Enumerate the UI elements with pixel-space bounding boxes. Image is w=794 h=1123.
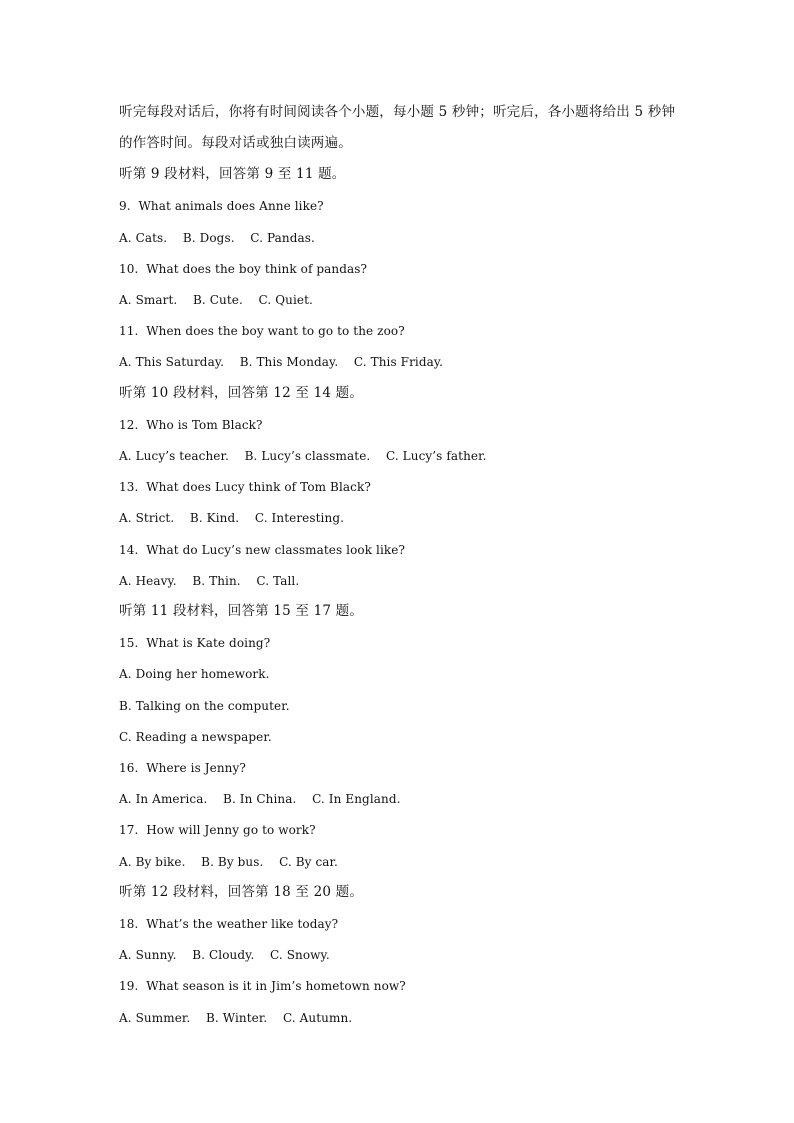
question-13-options: A. Strict. B. Kind. C. Interesting.: [119, 511, 345, 525]
question-18-options: A. Sunny. B. Cloudy. C. Snowy.: [119, 948, 330, 962]
section-9-heading: 听第 9 段材料，回答第 9 至 11 题。: [119, 166, 346, 182]
question-12-options: A. Lucy’s teacher. B. Lucy’s classmate. C. Lucy’s father.: [119, 449, 487, 463]
question-14: 14. What do Lucy’s new classmates look like?: [119, 543, 406, 557]
question-11: 11. When does the boy want to go to the zoo?: [119, 324, 405, 338]
question-10: 10. What does the boy think of pandas?: [119, 262, 368, 276]
section-12-heading: 听第 12 段材料，回答第 18 至 20 题。: [119, 884, 364, 900]
question-15-option-b: B. Talking on the computer.: [119, 699, 290, 713]
question-15-option-c: C. Reading a newspaper.: [119, 730, 272, 744]
question-12: 12. Who is Tom Black?: [119, 418, 263, 432]
question-19-options: A. Summer. B. Winter. C. Autumn.: [119, 1011, 353, 1025]
question-13: 13. What does Lucy think of Tom Black?: [119, 480, 371, 494]
question-15-option-a: A. Doing her homework.: [119, 667, 270, 681]
question-19: 19. What season is it in Jim’s hometown now?: [119, 979, 406, 993]
section-10-heading: 听第 10 段材料，回答第 12 至 14 题。: [119, 385, 364, 401]
question-15: 15. What is Kate doing?: [119, 636, 271, 650]
intro-line-2: 的作答时间。每段对话或独白读两遍。: [119, 135, 352, 151]
section-11-heading: 听第 11 段材料，回答第 15 至 17 题。: [119, 603, 364, 619]
question-16: 16. Where is Jenny?: [119, 761, 246, 775]
intro-line-1: 听完每段对话后，你将有时间阅读各个小题，每小题 5 秒钟；听完后，各小题将给出 5 秒钟: [119, 104, 676, 120]
question-17: 17. How will Jenny go to work?: [119, 823, 316, 837]
question-14-options: A. Heavy. B. Thin. C. Tall.: [119, 574, 300, 588]
question-16-options: A. In America. B. In China. C. In England.: [119, 792, 401, 806]
question-9-options: A. Cats. B. Dogs. C. Pandas.: [119, 231, 315, 245]
question-11-options: A. This Saturday. B. This Monday. C. This Friday.: [119, 355, 444, 369]
question-18: 18. What’s the weather like today?: [119, 917, 339, 931]
question-10-options: A. Smart. B. Cute. C. Quiet.: [119, 293, 313, 307]
question-17-options: A. By bike. B. By bus. C. By car.: [119, 855, 338, 869]
question-9: 9. What animals does Anne like?: [119, 199, 324, 213]
